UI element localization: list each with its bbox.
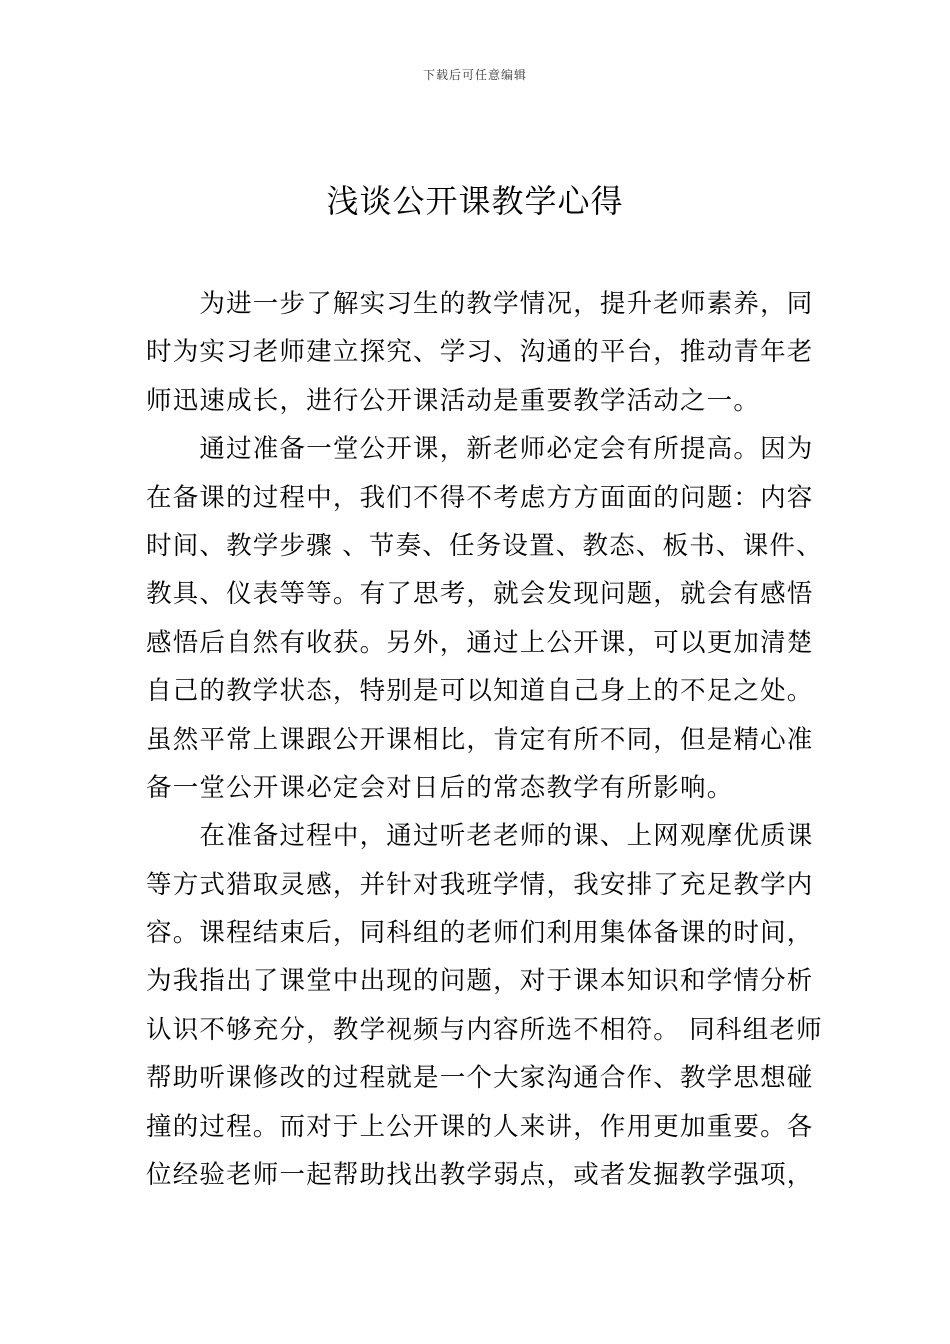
text-line: 位经验老师一起帮助找出教学弱点，或者发掘教学强项，	[146, 1160, 814, 1191]
text-line: 感悟后自然有收获。另外，通过上公开课，可以更加清楚	[146, 627, 814, 658]
text-line: 容。课程结束后，同科组的老师们利用集体备课的时间，	[146, 918, 814, 949]
text-line: 备一堂公开课必定会对日后的常态教学有所影响。	[146, 772, 734, 803]
text-line: 教具、仪表等等。有了思考，就会发现问题，就会有感悟	[146, 579, 814, 610]
text-line: 在备课的过程中，我们不得不考虑方方面面的问题：内容	[146, 482, 814, 513]
text-line: 虽然平常上课跟公开课相比，肯定有所不同，但是精心准	[146, 724, 814, 755]
text-line: 师迅速成长，进行公开课活动是重要教学活动之一。	[146, 385, 761, 416]
body-text	[146, 280, 823, 1199]
text-line: 通过准备一堂公开课，新老师必定会有所提高。因为	[146, 434, 814, 465]
text-line: 帮助听课修改的过程就是一个大家沟通合作、教学思想碰	[146, 1063, 814, 1094]
text-line: 认识不够充分，教学视频与内容所选不相符。 同科组老师	[146, 1014, 823, 1045]
text-line: 为我指出了课堂中出现的问题，对于课本知识和学情分析	[146, 966, 814, 997]
text-line: 时间、教学步骤 、节奏、任务设置、教态、板书、课件、	[146, 530, 823, 561]
text-line: 为进一步了解实习生的教学情况，提升老师素养，同	[146, 289, 814, 319]
page-title: 浅谈公开课教学心得	[326, 182, 624, 220]
text-line: 等方式猎取灵感，并针对我班学情，我安排了充足教学内	[146, 869, 814, 900]
text-line: 自己的教学状态，特别是可以知道自己身上的不足之处。	[146, 676, 814, 707]
header-note: 下载后可任意编辑	[422, 68, 527, 82]
text-line: 时为实习老师建立探究、学习、沟通的平台，推动青年老	[146, 337, 814, 368]
text-line: 在准备过程中，通过听老老师的课、上网观摩优质课	[146, 821, 814, 852]
text-line: 撞的过程。而对于上公开课的人来讲，作用更加重要。各	[146, 1111, 814, 1142]
